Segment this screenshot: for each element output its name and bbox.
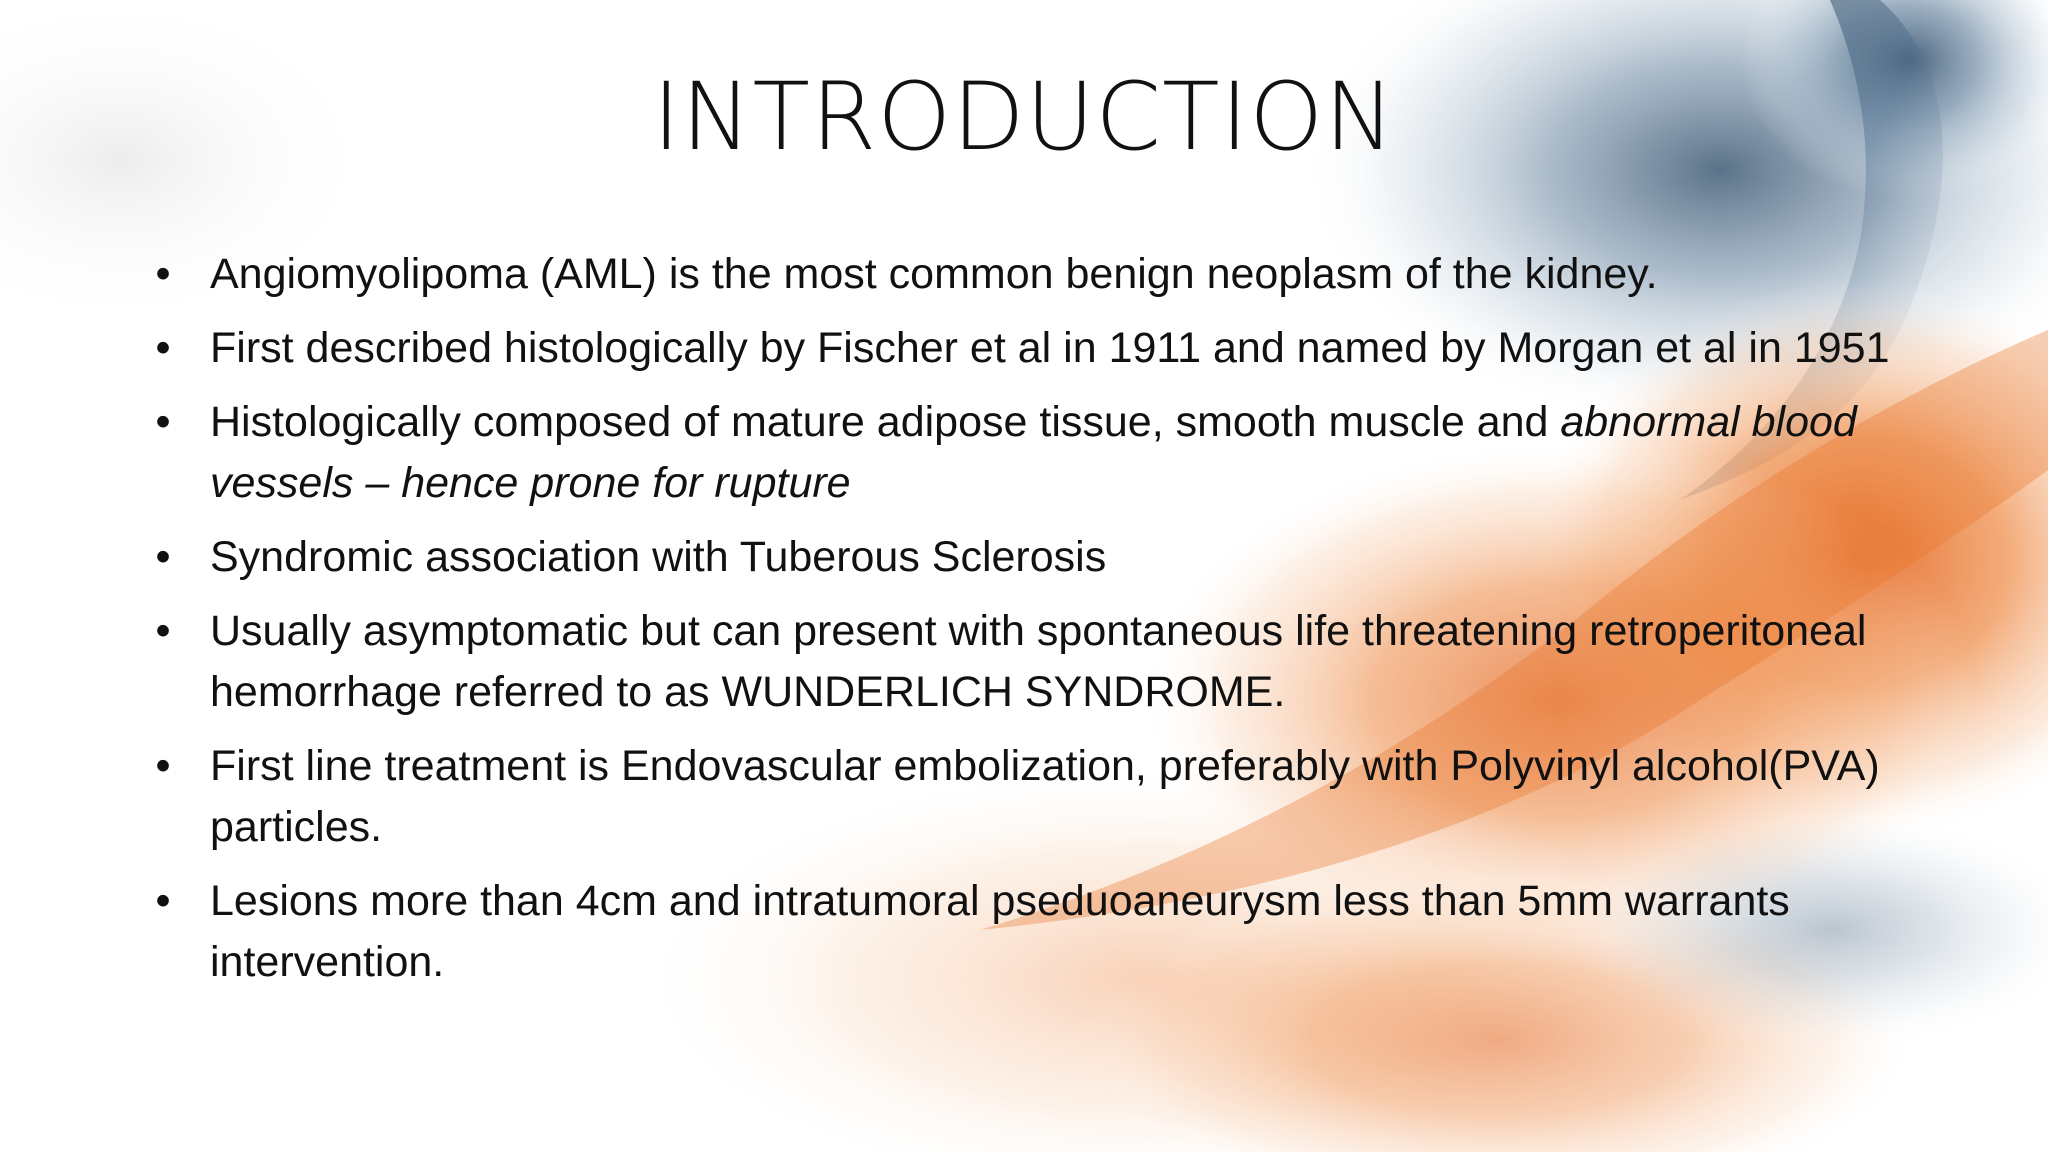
bullet-text: Syndromic association with Tuberous Sclerosis xyxy=(210,533,1107,581)
bullet-icon: • xyxy=(155,250,171,298)
bullet-icon: • xyxy=(155,742,171,790)
bullet-list xyxy=(148,244,1908,1006)
list-item xyxy=(148,318,1908,379)
bullet-icon: • xyxy=(155,877,171,925)
bullet-text: Usually asymptomatic but can present with spontaneous life threatening retroperitoneal hemorrhage referred to as WUNDERLICH SYNDROME. xyxy=(210,607,1867,716)
bullet-italic-text: abnormal blood vessels – hence prone for rupture xyxy=(210,398,1857,507)
list-item xyxy=(148,736,1908,858)
bullet-text: Lesions more than 4cm and intratumoral pseduoaneurysm less than 5mm warrants intervention. xyxy=(210,877,1790,986)
bullet-text: Histologically composed of mature adipose tissue, smooth muscle and xyxy=(210,398,1561,446)
list-item xyxy=(148,601,1908,723)
bullet-icon: • xyxy=(155,607,171,655)
bullet-text: First described histologically by Fischer et al in 1911 and named by Morgan et al in 1951 xyxy=(210,324,1890,372)
list-item xyxy=(148,244,1908,305)
bullet-icon: • xyxy=(155,533,171,581)
list-item xyxy=(148,871,1908,993)
slide-title: INTRODUCTION xyxy=(652,63,1396,172)
bullet-text: First line treatment is Endovascular embolization, preferably with Polyvinyl alcohol(PVA) particles. xyxy=(210,742,1880,851)
bullet-icon: • xyxy=(155,324,171,372)
bullet-text: Angiomyolipoma (AML) is the most common benign neoplasm of the kidney. xyxy=(210,250,1658,298)
bullet-icon: • xyxy=(155,398,171,446)
list-item xyxy=(148,527,1908,588)
list-item xyxy=(148,392,1908,514)
